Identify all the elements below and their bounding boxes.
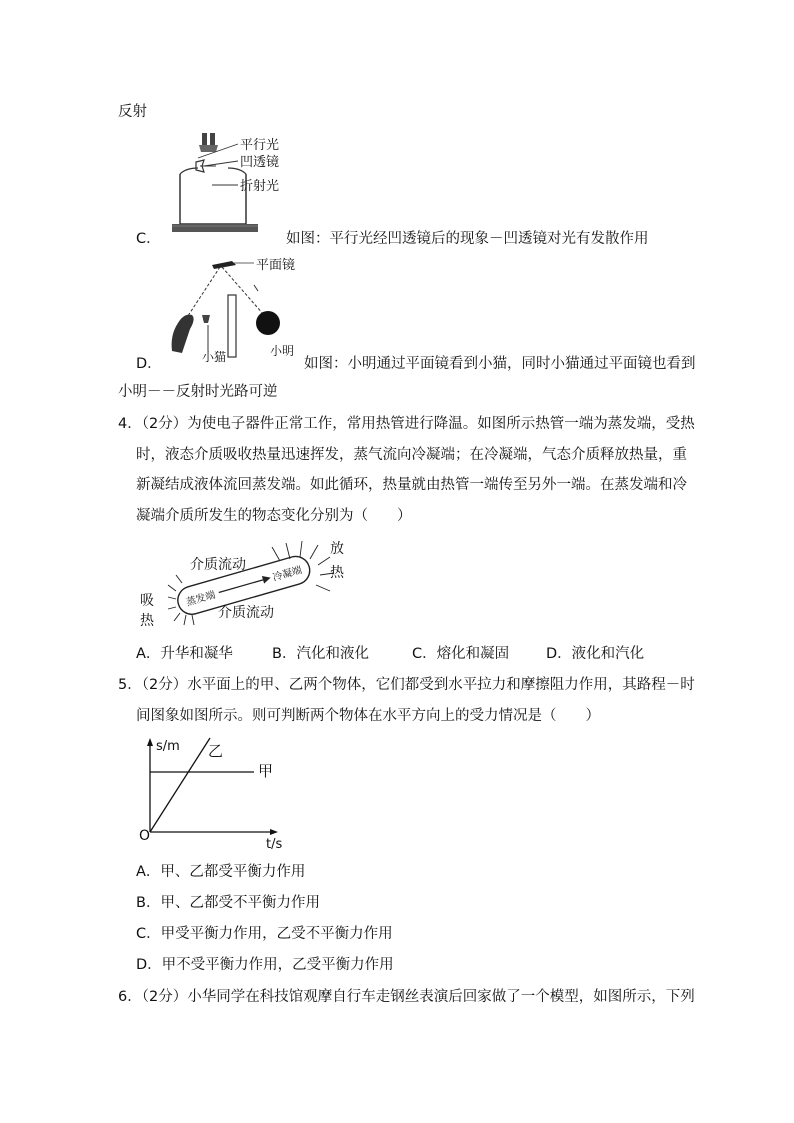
label-evaporator: 蒸发端 — [184, 589, 217, 609]
label-release-2: 热 — [330, 565, 344, 581]
st-graph — [138, 734, 288, 852]
label-concave-lens: 凹透镜 — [240, 155, 280, 170]
label-plane-mirror: 平面镜 — [256, 258, 296, 273]
label-parallel-light: 平行光 — [240, 138, 280, 153]
label-absorb-1: 吸 — [140, 593, 154, 609]
text-reflect: 反射 — [118, 104, 147, 120]
label-refracted-light: 折射光 — [240, 179, 280, 194]
q5-option-c: C．甲受平衡力作用，乙受不平衡力作用 — [136, 926, 393, 942]
option-d-label: D． — [136, 356, 162, 372]
option-c-label: C． — [136, 231, 161, 247]
label-release-1: 放 — [330, 541, 344, 557]
q5-option-b: B．甲、乙都受不平衡力作用 — [136, 895, 320, 911]
line-label-yi: 乙 — [208, 742, 224, 760]
q5-option-a: A．甲、乙都受平衡力作用 — [136, 864, 306, 880]
option-c-text: 如图：平行光经凹透镜后的现象－凹透镜对光有发散作用 — [286, 231, 649, 247]
q4-option-b: B．汽化和液化 — [272, 646, 369, 662]
label-bottom-flow: 介质流动 — [218, 605, 274, 621]
label-absorb-2: 热 — [140, 613, 154, 629]
q5-option-d: D．甲不受平衡力作用，乙受平衡力作用 — [136, 957, 394, 973]
q4-option-a: A．升华和凝华 — [136, 646, 233, 662]
label-condenser: 冷凝端 — [271, 564, 304, 584]
origin-label: O — [139, 828, 151, 844]
line-label-jia: 甲 — [258, 762, 274, 780]
q4-option-d: D．液化和汽化 — [546, 646, 645, 662]
q4-line-1: 4．（2分）为使电子器件正常工作，常用热管进行降温。如图所示热管一端为蒸发端，受热 — [118, 416, 695, 432]
axis-label-t: t/s — [266, 837, 283, 852]
q4-line-3: 新凝结成液体流回蒸发端。如此循环，热量就由热管一端传至另外一端。在蒸发端和冷 — [136, 477, 687, 493]
q4-option-c: C．熔化和凝固 — [412, 646, 510, 662]
concave-lens-figure — [168, 130, 308, 242]
label-xiaoming: 小明 — [270, 344, 295, 358]
plane-mirror-figure — [162, 255, 304, 367]
q4-line-4: 凝端介质所发生的物态变化分别为（ ） — [136, 508, 412, 524]
q4-line-2: 时，液态介质吸收热量迅速挥发，蒸气流向冷凝端；在冷凝端，气态介质释放热量，重 — [136, 447, 687, 463]
label-cat: 小猫 — [202, 350, 227, 364]
q6-line-1: 6．（2分）小华同学在科技馆观摩自行车走钢丝表演后回家做了一个模型，如图所示，下列 — [118, 989, 695, 1005]
heat-pipe-figure — [138, 537, 360, 635]
q5-line-1: 5．（2分）水平面上的甲、乙两个物体，它们都受到水平拉力和摩擦阻力作用，其路程－时 — [118, 677, 695, 693]
option-d-text: 如图：小明通过平面镜看到小猫，同时小猫通过平面镜也看到 — [304, 356, 696, 372]
option-d-text-cont: 小明－－反射时光路可逆 — [118, 384, 278, 400]
axis-label-s: s/m — [156, 739, 180, 754]
label-top-flow: 介质流动 — [190, 557, 246, 573]
q5-line-2: 间图象如图所示。则可判断两个物体在水平方向上的受力情况是（ ） — [136, 708, 600, 724]
